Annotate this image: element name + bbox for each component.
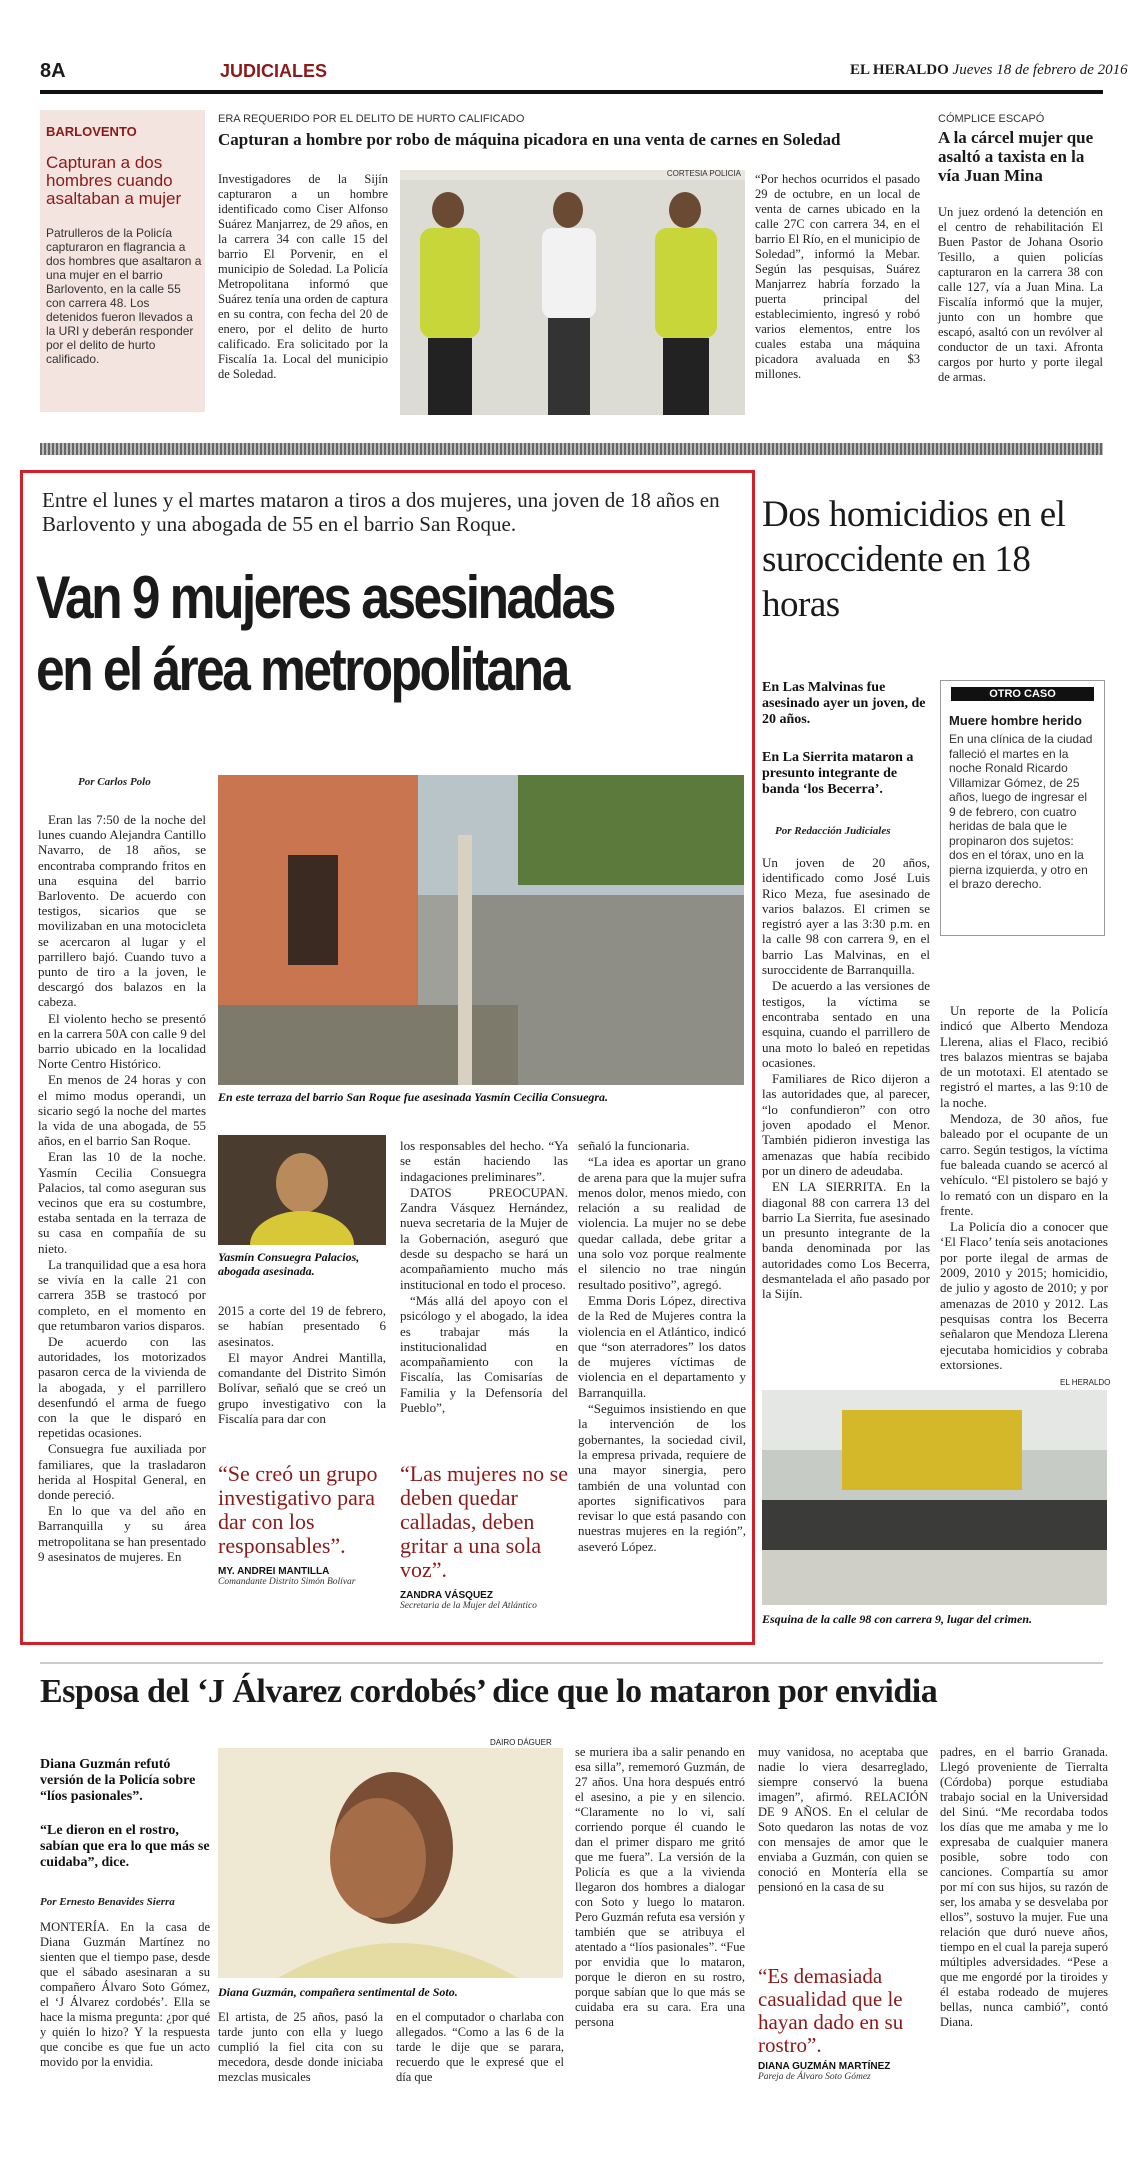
woman-portrait-photo xyxy=(218,1748,563,1978)
quote-1-name: MY. ANDREI MANTILLA xyxy=(218,1566,330,1577)
other-case-box xyxy=(940,680,1105,936)
story1-kicker: ERA REQUERIDO POR EL DELITO DE HURTO CALIFICADO xyxy=(218,113,525,125)
side-colA xyxy=(762,855,930,1303)
headline-line-1: Van 9 mujeres asesinadas xyxy=(36,564,614,631)
bottom-col1: MONTERÍA. En la casa de Diana Guzmán Martínez no sienten que el tiempo pase, desde que el sábado asesinaran a su compañero Álvaro Soto Gómez, el ‘J Álvarez cordobés’. Ella se hace la misma pregunta: ¿por qué y quién lo hizo? Y la respuesta que concibe es que fue un acto movido por la envidia. xyxy=(40,1920,210,2069)
bottom-col2b: en el computador o charlaba con allegados. “Como a las 6 de la tarde le dije que se parara, recuerdo que le expresé que el día que xyxy=(396,2010,564,2084)
brief-text: Patrulleros de la Policía capturaron en flagrancia a dos hombres que asaltaron a una mujer en el barrio Barlovento, en la calle 55 con carrera 48. Los detenidos fueron llevados a la URI y deberán responder por el delito de hurto calificado. xyxy=(46,226,202,366)
col1-paragraph: Consuegra fue auxiliada por familiares, que la trasladaron herida al Hospital General, en donde pereció. xyxy=(38,1441,206,1502)
main-col4 xyxy=(578,1138,746,1555)
quote-2-name: ZANDRA VÁSQUEZ xyxy=(400,1590,493,1601)
side-photo-credit: EL HERALDO xyxy=(1060,1378,1111,1387)
inset-caption: Yasmín Consuegra Palacios, abogada asesinada. xyxy=(218,1250,360,1278)
victim-portrait xyxy=(218,1135,386,1245)
brief-title: Capturan a dos hombres cuando asaltaban a mujer xyxy=(46,153,182,208)
col1-paragraph: Eran las 7:50 de la noche del lunes cuando Alejandra Cantillo Navarro, de 18 años, se encontraba comprando fritos en una esquina del barrio Barlovento. De acuerdo con testigos, sicarios que se movilizaban en una motocicleta se acercaron al lugar y el parrillero bajó. Cuando tuvo a punto de tiro a la joven, le descargó dos balazos en la cabeza. xyxy=(38,812,206,1010)
headline-line-2: en el área metropolitana xyxy=(36,636,568,703)
bottom-photo-credit: DAIRO DÁGUER xyxy=(490,1738,552,1747)
quote-2-text: “Las mujeres no se deben quedar calladas, deben gritar a una sola voz”. xyxy=(400,1461,568,1582)
brief-box xyxy=(40,110,205,412)
story1-photo xyxy=(400,170,745,415)
bottom-quote-text: “Es demasiada casualidad que le hayan dado en su rostro”. xyxy=(758,1964,904,2057)
police-officers-photo xyxy=(400,170,745,415)
main-headline xyxy=(36,562,647,706)
bottom-headline: Esposa del ‘J Álvarez cordobés’ dice que lo mataron por envidia xyxy=(40,1673,938,1710)
bottom-dek-2: “Le dieron en el rostro, sabían que era lo que más se cuidaba”, dice. xyxy=(40,1823,210,1870)
masthead-paper xyxy=(850,62,1128,79)
box-title: Muere hombre herido xyxy=(949,713,1082,728)
col4-paragraph: “Seguimos insistiendo en que la intervención de los gobernantes, la sociedad civil, la empresa privada, requiere de una mayor sinergia, pero también de una voluntad con aportes significativos para revisar lo que está pasando con nuestras mujeres en la región”, aseveró López. xyxy=(578,1401,746,1554)
colA-paragraph: De acuerdo a las versiones de testigos, la víctima se encontraba sentado en una esquina, cuando el parrillero de una moto lo baleó en repetidas ocasiones. xyxy=(762,978,930,1070)
box-text: En una clínica de la ciudad falleció el martes en la noche Ronald Ricardo Villamizar Gómez, de 25 años, luego de ingresar el 9 de febrero, con cuatro heridas de bala que le propinaron dos sujetos: dos en el tórax, uno en la pierna izquierda, y otro en el brazo derecho. xyxy=(949,732,1093,891)
side-dek-2: En La Sierrita mataron a presunto integrante de banda ‘los Becerra’. xyxy=(762,750,914,797)
col4-paragraph: señaló la funcionaria. xyxy=(578,1138,690,1153)
side-headline: Dos homicidios en el suroccidente en 18 horas xyxy=(762,494,1066,625)
side-photo xyxy=(762,1390,1107,1605)
col3-paragraph: “Más allá del apoyo con el psicólogo y el abogado, la idea es trabajar más la institucionalidad en acompañamiento con la Fiscalía, las Comisarías de Familia y la Defensoría del Pueblo”, xyxy=(400,1292,568,1416)
bottom-col4: muy vanidosa, no aceptaba que nadie lo viera desarreglado, siempre conservó la buena imagen”, afirmó. RELACIÓN DE 9 AÑOS. En el celular de Soto quedaron las notas de voz con mensajes de amor que le enviaba a Guzmán, con quien se conoció en Montería ella se pensionó en la casa de su xyxy=(758,1745,928,1894)
col2-paragraph: El mayor Andrei Mantilla, comandante del Distrito Simón Bolívar, señaló que se creó un grupo investigativo con la Fiscalía para dar con xyxy=(218,1349,386,1427)
colA-paragraph: Un joven de 20 años, identificado como José Luis Rico Meza, fue asesinado de varios balazos. El crimen se registró ayer a las 3:30 p.m. en la calle 98 con carrera 9, en el barrio Las Malvinas, en el suroccidente de Barranquilla. xyxy=(762,855,930,978)
col1-paragraph: La tranquilidad que a esa hora se vivía en la calle 21 con carrera 35B se trastocó por completo, en el momento en que retumbaron varios disparos. xyxy=(38,1256,206,1333)
col1-paragraph: De acuerdo con las autoridades, los motorizados pasaron cerca de la vivienda de la abogada, y el parrillero desenfundó el arma de fuego con la que le disparó en repetidas ocasiones. xyxy=(38,1333,206,1441)
story1-col2: “Por hechos ocurridos el pasado 29 de octubre, en un local de venta de carnes ubicado en la calle 27C con carrera 34, en el barrio El Río, en el municipio de Soledad”, informó la Mebar. Según las pesquisas, Suárez Manjarrez habría forzado la puerta principal del establecimiento, ingresó y robó varios elementos, entre los cuales estaba una máquina picadora avaluada en $3 millones. xyxy=(755,172,920,381)
col4-paragraph: Emma Doris López, directiva de la Red de Mujeres contra la violencia en el Atlántico, indicó que “son aterradores” los datos de mujeres víctimas de violencia en el departamento y Barranquilla. xyxy=(578,1292,746,1400)
terrace-photo xyxy=(218,775,744,1085)
side-photo-caption: Esquina de la calle 98 con carrera 9, lugar del crimen. xyxy=(762,1612,1032,1626)
story1-credit: CORTESÍA POLICÍA xyxy=(666,170,741,178)
bottom-byline: Por Ernesto Benavides Sierra xyxy=(40,1896,175,1908)
side-dek-1: En Las Malvinas fue asesinado ayer un joven, de 20 años. xyxy=(762,680,926,727)
main-col1 xyxy=(38,812,206,1565)
side-colB xyxy=(940,1003,1108,1373)
col1-paragraph: En menos de 24 horas y con el mimo modus operandi, un sicario segó la noche del martes la vida de una abogada, de 55 años, en el barrio San Roque. xyxy=(38,1072,206,1149)
page-number: 8A xyxy=(40,60,66,82)
colB-paragraph: Mendoza, de 30 años, fue baleado por el ocupante de un carro. Según testigos, la víctima fue baleada cuando se acercó al vehículo. “El pistolero se bajó y lo remató con un disparo en la frente. xyxy=(940,1111,1108,1218)
top-rule xyxy=(40,90,1103,94)
pull-quote-2 xyxy=(400,1462,570,1611)
main-col3 xyxy=(400,1138,568,1416)
brief-kicker: BARLOVENTO xyxy=(46,124,137,139)
quote-1-role: Comandante Distrito Simón Bolívar xyxy=(218,1577,356,1587)
section-divider xyxy=(40,443,1103,455)
bottom-col5: padres, en el barrio Granada. Llegó proveniente de Tierralta (Córdoba) porque estudiaba trabajo social en la Universidad del Sinú. “Me recordaba todos los días que me amaba y me lo expresaba de cualquier manera posible, sobre todo con canciones. Compartía su amor por mí con sus hijos, su razón de ser, los amaba y se desvelaba por ellos”, sostuvo la mujer. Fue una relación que duró nueve años, tiempo en el cual la pareja superó múltiples adversidades. “Pese a que me engordé por la tiroides y él estaba rodeado de mujeres bellas, nunca cambió”, contó Diana. xyxy=(940,1745,1108,2029)
bottom-photo xyxy=(218,1748,563,1978)
story2-text: Un juez ordenó la detención en el centro de rehabilitación El Buen Pastor de Johana Osorio Tesillo, a quien policías capturaron en la carrera 38 con calle 127, vía a Juan Mina. La Fiscalía informó que la mujer, junto con un hombre que escapó, asaltó con un revólver al conductor de un taxi. Afronta cargos por hurto y porte ilegal de armas. xyxy=(938,205,1103,384)
story1-title: Capturan a hombre por robo de máquina picadora en una venta de carnes en Soledad xyxy=(218,130,841,149)
colA-paragraph: EN LA SIERRITA. En la diagonal 88 con carrera 13 del barrio La Sierrita, fue asesinado un presunto integrante de la banda denominada por las autoridades como Los Becerra, desmantelada el año pasado por la Sijín. xyxy=(762,1179,930,1302)
main-photo-caption: En este terraza del barrio San Roque fue asesinada Yasmín Cecilia Consuegra. xyxy=(218,1090,609,1104)
paper-name: EL HERALDO xyxy=(850,62,949,78)
quote-2-role: Secretaria de la Mujer del Atlántico xyxy=(400,1601,537,1611)
colB-paragraph: La Policía dio a conocer que ‘El Flaco’ tenía seis anotaciones por porte ilegal de armas de 2009, 2010 y 2015; homicidio, de julio y agosto de 2010; y por amenazas de 2010 y 2012. Las pesquisas contra los Becerra señalaron que Mendoza Llerena ejecutaba homicidios y cobraba extorsiones. xyxy=(940,1219,1108,1372)
main-deck: Entre el lunes y el martes mataron a tiros a dos mujeres, una joven de 18 años en Barlovento y una abogada de 55 en el barrio San Roque. xyxy=(42,488,720,536)
bottom-quote-name: DIANA GUZMÁN MARTÍNEZ xyxy=(758,2061,891,2072)
bottom-col3: se muriera iba a salir penando en esa silla”, rememoró Guzmán, de 27 años. Una hora después entró el asesino, a pie y en silencio. “Claramente no lo vi, salí corriendo porque él cuando le dan el primer disparo me gritó que me fuera”. La versión de la Policía es que a la vivienda llegaron dos hombres a dialogar con Soto y luego lo mataron. Pero Guzmán refuta esa versión y también que se atribuya el atentado a “líos pasionales”. “Fue por envidia que lo mataron, porque le dieron en su rostro, porque sabían que lo que más se cuidaba era su cara. Era una persona xyxy=(575,1745,745,2029)
inset-photo xyxy=(218,1135,386,1245)
main-col2 xyxy=(218,1303,386,1427)
box-label: OTRO CASO xyxy=(951,687,1094,701)
story2-kicker: CÓMPLICE ESCAPÓ xyxy=(938,113,1045,125)
quote-1-text: “Se creó un grupo investigativo para dar con los responsables”. xyxy=(218,1461,378,1558)
bottom-photo-caption: Diana Guzmán, compañera sentimental de Soto. xyxy=(218,1985,458,1999)
col3-paragraph: DATOS PREOCUPAN. Zandra Vásquez Hernández, nueva secretaria de la Mujer de la Gobernación, aseguró que desde su despacho se hará un acompañamiento mucho más institucional en todo el proceso. xyxy=(400,1184,568,1292)
bottom-col2a: El artista, de 25 años, pasó la tarde junto con ella y luego cumplió la fiel cita con su mecedora, desde donde iniciaba mezclas musicales xyxy=(218,2010,383,2084)
col1-paragraph: El violento hecho se presentó en la carrera 50A con calle 9 del barrio ubicado en la localidad Norte Centro Histórico. xyxy=(38,1010,206,1072)
colB-paragraph: Un reporte de la Policía indicó que Alberto Mendoza Llerena, alias el Flaco, recibió tres balazos mientras se bajaba de un mototaxi. El atentado se registró el martes, a las 9:10 de la noche. xyxy=(940,1003,1108,1110)
story1-col1: Investigadores de la Sijín capturaron a un hombre identificado como Ciser Alfonso Suárez Manjarrez, de 29 años, en la carrera 34 con calle 15 del barrio El Porvenir, en el municipio de Soledad. La Policía Metropolitana informó que Suárez tenía una orden de captura en su contra, con fecha del 20 de enero, por el delito de hurto calificado. Era solicitado por la Fiscalía 1a. Local del municipio de Soledad. xyxy=(218,172,388,381)
bottom-pull-quote xyxy=(758,1965,928,2082)
bottom-dek-1: Diana Guzmán refutó versión de la Policía sobre “líos pasionales”. xyxy=(40,1757,196,1804)
crime-scene-photo xyxy=(762,1390,1107,1605)
section-name: JUDICIALES xyxy=(220,61,328,81)
col1-paragraph: En lo que va del año en Barranquilla y su área metropolitana se han presentado 9 asesinatos de mujeres. En xyxy=(38,1503,206,1564)
main-byline: Por Carlos Polo xyxy=(78,776,151,788)
bottom-quote-role: Pareja de Álvaro Soto Gómez xyxy=(758,2072,871,2082)
colA-paragraph: Familiares de Rico dijeron a las autoridades que, al parecer, “lo confundieron” con otro joven apodado el Menor. También pidieron investiga las amenazas que había recibido por un dinero de adeudaba. xyxy=(762,1071,930,1178)
col4-paragraph: “La idea es aportar un grano de arena para que la mujer sufra menos dolor, menos miedo, con relación a su realidad de violencia. La mujer no se debe quedar callada, debe gritar a una solo voz porque realmente el silencio no trae ningún resultado positivo”, agregó. xyxy=(578,1154,746,1292)
edition-date: Jueves 18 de febrero de 2016 xyxy=(952,62,1128,78)
side-byline: Por Redacción Judiciales xyxy=(775,825,891,837)
main-photo xyxy=(218,775,744,1085)
col3-paragraph: los responsables del hecho. “Ya se están haciendo las indagaciones preliminares”. xyxy=(400,1138,568,1184)
col2-paragraph: 2015 a corte del 19 de febrero, se habían presentado 6 asesinatos. xyxy=(218,1303,386,1349)
bottom-divider xyxy=(40,1662,1103,1664)
pull-quote-1 xyxy=(218,1462,388,1587)
story2-title: A la cárcel mujer que asaltó a taxista en la vía Juan Mina xyxy=(938,128,1094,185)
col1-paragraph: Eran las 10 de la noche. Yasmín Cecilia Consuegra Palacios, tal como aseguran sus vecinos que era su costumbre, estaba sentada en la terraza de su casa en compañía de su nieto. xyxy=(38,1149,206,1256)
